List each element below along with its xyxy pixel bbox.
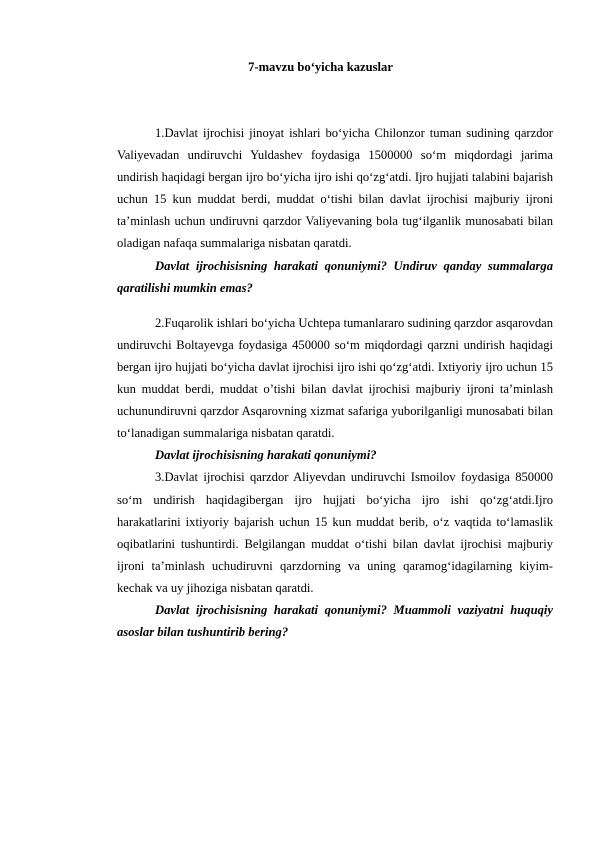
case-3-question: Davlat ijrochisisning harakati qonuniymi? Muammoli vaziyatni huquqiy asoslar bilan tushuntirib bering?	[117, 602, 553, 640]
case-1-text: 1.Davlat ijrochisi jinoyat ishlari bo‘yicha Chilonzor tuman sudining qarzdor Valiyevadan undiruvchi Yuldashev foydasiga 1500000 so‘m miqdordagi jarima undirish haqidagi bergan ijro bo‘yicha ijro ishi qo‘zg‘atdi. Ijro hujjati talabini bajarish uchun 15 kun muddat berdi, muddat o‘tishi bilan davlat ijrochisi majburiy ijroni ta’minlash uchun undiruvni qarzdor Valiyevaning bola tug‘ilganlik munosabati bilan oladigan nafaqa summalariga nisbatan qaratdi.	[117, 126, 553, 251]
case-2-text: 2.Fuqarolik ishlari bo‘yicha Uchtepa tumanlararo sudining qarzdor asqarovdan undiruvchi Boltayevga foydasiga 450000 so‘m miqdordagi qarzni undirish haqidagi bergan ijro hujjati bo‘yicha davlat ijrochisi ijro ishi qo‘zg‘atdi. Ixtiyoriy ijro uchun 15 kun muddat berdi, muddat o’tishi bilan davlat ijrochisi majburiy ijroni ta’minlash uchunundiruvni qarzdor Asqarovning xizmat safariga yuborilganligi munosabati bilan to‘lanadigan summalariga nisbatan qaratdi.	[117, 315, 553, 441]
case-3-text: 3.Davlat ijrochisi qarzdor Aliyevdan undiruvchi Ismoilov foydasiga 850000 so‘m undirish haqidagibergan ijro hujjati bo‘yicha ijro ishi qo‘zg‘atdi.Ijro harakatlarini ixtiyoriy bajarish uchun 15 kun muddat berib, o‘z vaqtida to‘lamaslik oqibatlarini tushuntirdi. Belgilangan muddat o‘tishi bilan davlat ijrochisi majburiy ijroni ta’minlash uchudiruvni qarzdorning va uning qaramog‘idagilarning kiyim-kechak va uy jihoziga nisbatan qaratdi.	[117, 470, 553, 595]
document-body	[117, 122, 553, 643]
case-2-question: Davlat ijrochisisning harakati qonuniymi?	[155, 448, 377, 463]
paragraph-gap	[117, 299, 553, 312]
case-1-question: Davlat ijrochisisning harakati qonuniymi? Undiruv qanday summalarga qaratilishi mumkin emas?	[117, 258, 553, 295]
document-title: 7-mavzu bo‘yicha kazuslar	[248, 60, 393, 74]
